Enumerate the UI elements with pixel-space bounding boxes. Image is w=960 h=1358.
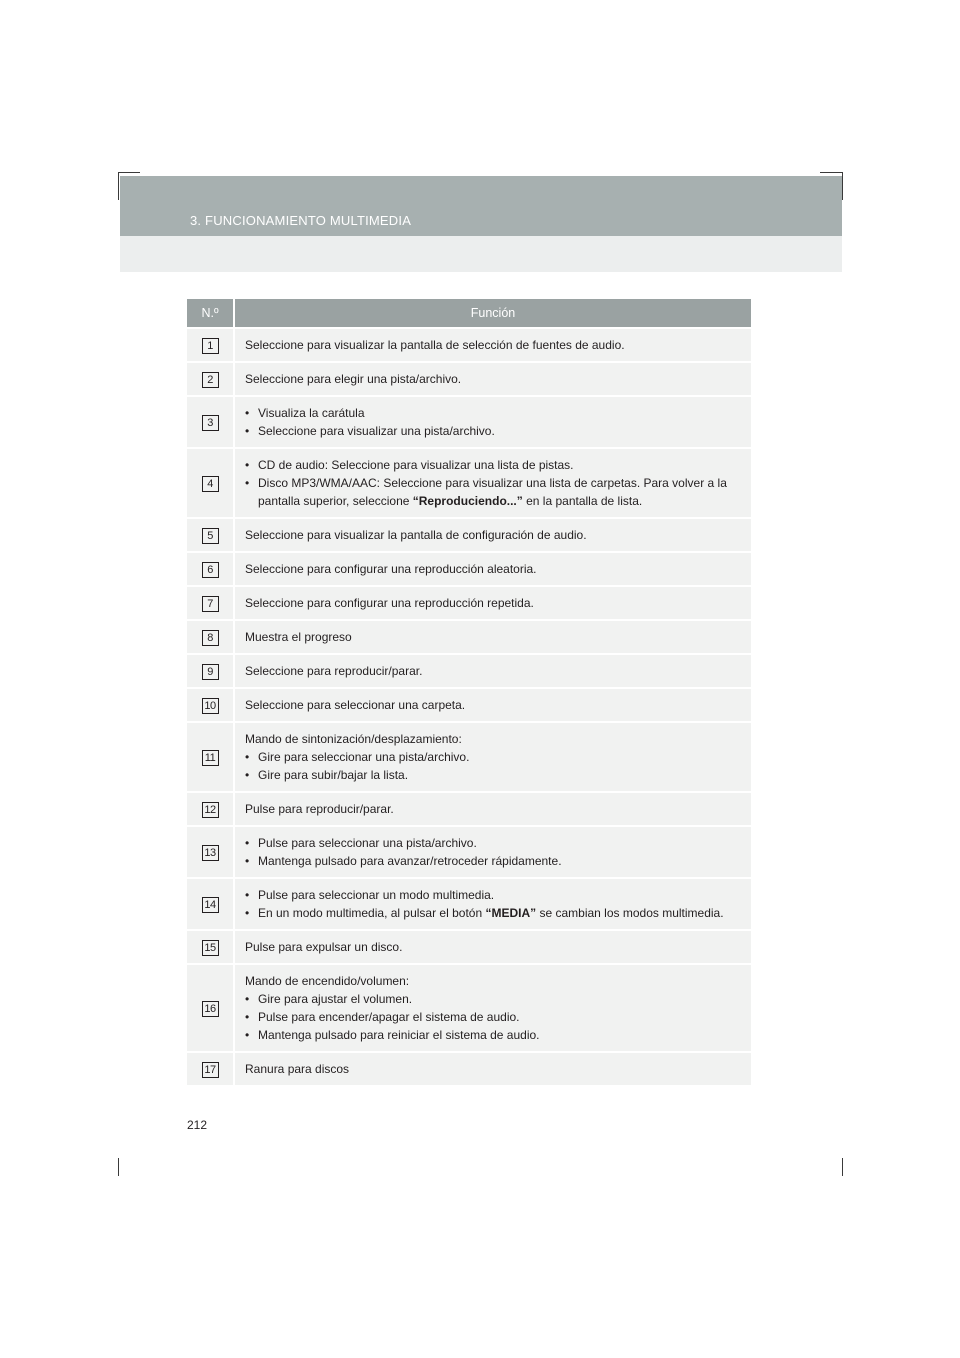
row-number-cell bbox=[187, 877, 235, 929]
table-row bbox=[187, 877, 751, 929]
function-cell bbox=[235, 963, 751, 1051]
row-number-cell bbox=[187, 687, 235, 721]
table-body bbox=[187, 327, 751, 1085]
number-badge: 15 bbox=[202, 940, 219, 956]
page-number: 212 bbox=[187, 1118, 208, 1132]
function-cell bbox=[235, 619, 751, 653]
description-line bbox=[245, 336, 745, 354]
table-row bbox=[187, 447, 751, 517]
bullet-item bbox=[245, 834, 745, 852]
line-text: Mantenga pulsado para avanzar/retroceder rápidamente. bbox=[258, 854, 562, 868]
description-line bbox=[245, 594, 745, 612]
line-text-continued: se cambian los modos multimedia. bbox=[536, 906, 724, 920]
function-cell bbox=[235, 551, 751, 585]
line-text: Muestra el progreso bbox=[245, 630, 352, 644]
number-badge: 8 bbox=[202, 630, 219, 646]
line-text-continued: en la pantalla de lista. bbox=[522, 494, 643, 508]
description-line bbox=[245, 560, 745, 578]
function-cell bbox=[235, 517, 751, 551]
table-row bbox=[187, 1051, 751, 1085]
table-row bbox=[187, 619, 751, 653]
table-row bbox=[187, 825, 751, 877]
line-text: Ranura para discos bbox=[245, 1062, 350, 1076]
number-badge: 7 bbox=[202, 596, 219, 612]
function-cell bbox=[235, 395, 751, 447]
row-number-cell bbox=[187, 551, 235, 585]
table-row bbox=[187, 395, 751, 447]
number-badge: 14 bbox=[202, 897, 219, 913]
line-text: Pulse para seleccionar un modo multimedia. bbox=[258, 888, 495, 902]
crop-mark bbox=[118, 172, 119, 200]
bullet-item bbox=[245, 748, 745, 766]
function-cell bbox=[235, 929, 751, 963]
row-number-cell bbox=[187, 517, 235, 551]
table-row bbox=[187, 963, 751, 1051]
number-badge: 6 bbox=[202, 562, 219, 578]
row-number-cell bbox=[187, 721, 235, 791]
number-badge: 2 bbox=[202, 372, 219, 388]
section-title: 3. FUNCIONAMIENTO MULTIMEDIA bbox=[190, 213, 412, 228]
table-row bbox=[187, 687, 751, 721]
table-row bbox=[187, 517, 751, 551]
line-text: Mantenga pulsado para reiniciar el sistema de audio. bbox=[258, 1028, 540, 1042]
function-cell bbox=[235, 825, 751, 877]
row-number-cell bbox=[187, 929, 235, 963]
line-text: Seleccione para configurar una reproducción aleatoria. bbox=[245, 562, 537, 576]
number-badge: 5 bbox=[202, 528, 219, 544]
row-number-cell bbox=[187, 619, 235, 653]
table-row bbox=[187, 327, 751, 361]
table-row bbox=[187, 721, 751, 791]
line-text: Mando de encendido/volumen: bbox=[245, 974, 410, 988]
function-cell bbox=[235, 687, 751, 721]
bullet-item bbox=[245, 404, 745, 422]
function-cell bbox=[235, 447, 751, 517]
crop-mark bbox=[118, 172, 140, 173]
row-number-cell bbox=[187, 447, 235, 517]
function-cell bbox=[235, 585, 751, 619]
line-text: Seleccione para elegir una pista/archivo. bbox=[245, 372, 462, 386]
crop-mark bbox=[842, 1158, 843, 1176]
bullet-item bbox=[245, 766, 745, 784]
crop-mark bbox=[118, 1158, 119, 1176]
line-text: Gire para seleccionar una pista/archivo. bbox=[258, 750, 470, 764]
row-number-cell bbox=[187, 327, 235, 361]
column-header-number: N.º bbox=[187, 299, 235, 327]
function-cell bbox=[235, 653, 751, 687]
function-cell bbox=[235, 361, 751, 395]
description-line bbox=[245, 938, 745, 956]
crop-mark bbox=[820, 172, 842, 173]
table-row bbox=[187, 929, 751, 963]
bullet-item bbox=[245, 904, 745, 922]
number-badge: 1 bbox=[202, 338, 219, 354]
line-text: Seleccione para visualizar una pista/archivo. bbox=[258, 424, 495, 438]
function-cell bbox=[235, 327, 751, 361]
row-number-cell bbox=[187, 361, 235, 395]
description-line bbox=[245, 628, 745, 646]
bullet-item bbox=[245, 990, 745, 1008]
header-subband bbox=[120, 236, 842, 272]
number-badge: 3 bbox=[202, 415, 219, 431]
crop-mark bbox=[842, 172, 843, 200]
number-badge: 4 bbox=[202, 476, 219, 492]
line-text: Seleccione para visualizar la pantalla de selección de fuentes de audio. bbox=[245, 338, 625, 352]
description-line bbox=[245, 370, 745, 388]
line-text: Gire para subir/bajar la lista. bbox=[258, 768, 409, 782]
row-number-cell bbox=[187, 1051, 235, 1085]
number-badge: 17 bbox=[202, 1062, 219, 1078]
table-row bbox=[187, 361, 751, 395]
number-badge: 10 bbox=[202, 698, 219, 714]
bullet-item bbox=[245, 456, 745, 474]
number-badge: 16 bbox=[202, 1001, 219, 1017]
button-name-reference: “MEDIA” bbox=[485, 906, 537, 920]
description-line bbox=[245, 662, 745, 680]
line-text: Visualiza la carátula bbox=[258, 406, 365, 420]
number-badge: 9 bbox=[202, 664, 219, 680]
column-header-function: Función bbox=[235, 299, 751, 327]
table-row bbox=[187, 551, 751, 585]
bullet-item bbox=[245, 1026, 745, 1044]
line-text: Mando de sintonización/desplazamiento: bbox=[245, 732, 462, 746]
line-text: Seleccione para configurar una reproducción repetida. bbox=[245, 596, 534, 610]
bullet-item bbox=[245, 852, 745, 870]
line-text: Pulse para reproducir/parar. bbox=[245, 802, 394, 816]
section-header bbox=[120, 176, 842, 236]
row-number-cell bbox=[187, 791, 235, 825]
function-cell bbox=[235, 877, 751, 929]
line-text: Seleccione para seleccionar una carpeta. bbox=[245, 698, 466, 712]
function-cell bbox=[235, 791, 751, 825]
description-line bbox=[245, 1060, 745, 1078]
line-text: Gire para ajustar el volumen. bbox=[258, 992, 413, 1006]
table-header-row bbox=[187, 299, 751, 327]
row-number-cell bbox=[187, 395, 235, 447]
table-row bbox=[187, 585, 751, 619]
bullet-item bbox=[245, 1008, 745, 1026]
row-number-cell bbox=[187, 585, 235, 619]
description-line bbox=[245, 800, 745, 818]
line-text: Disco MP3/WMA/AAC: Seleccione para visualizar una lista de carpetas. Para volver a la pantalla superior, seleccione bbox=[258, 476, 727, 508]
bullet-item bbox=[245, 474, 745, 510]
number-badge: 13 bbox=[202, 845, 219, 861]
function-cell bbox=[235, 1051, 751, 1085]
number-badge: 12 bbox=[202, 802, 219, 818]
row-number-cell bbox=[187, 825, 235, 877]
line-text: Seleccione para reproducir/parar. bbox=[245, 664, 423, 678]
button-name-reference: “Reproduciendo...” bbox=[412, 494, 523, 508]
row-number-cell bbox=[187, 653, 235, 687]
line-text: En un modo multimedia, al pulsar el botón bbox=[258, 906, 486, 920]
description-line bbox=[245, 730, 745, 748]
bullet-item bbox=[245, 886, 745, 904]
description-line bbox=[245, 526, 745, 544]
bullet-item bbox=[245, 422, 745, 440]
line-text: Pulse para expulsar un disco. bbox=[245, 940, 403, 954]
line-text: CD de audio: Seleccione para visualizar una lista de pistas. bbox=[258, 458, 574, 472]
line-text: Pulse para seleccionar una pista/archivo. bbox=[258, 836, 477, 850]
function-cell bbox=[235, 721, 751, 791]
line-text: Seleccione para visualizar la pantalla de configuración de audio. bbox=[245, 528, 587, 542]
line-text: Pulse para encender/apagar el sistema de audio. bbox=[258, 1010, 520, 1024]
table-row bbox=[187, 791, 751, 825]
description-line bbox=[245, 972, 745, 990]
function-table bbox=[187, 299, 751, 1085]
row-number-cell bbox=[187, 963, 235, 1051]
description-line bbox=[245, 696, 745, 714]
number-badge: 11 bbox=[202, 750, 219, 766]
table-row bbox=[187, 653, 751, 687]
